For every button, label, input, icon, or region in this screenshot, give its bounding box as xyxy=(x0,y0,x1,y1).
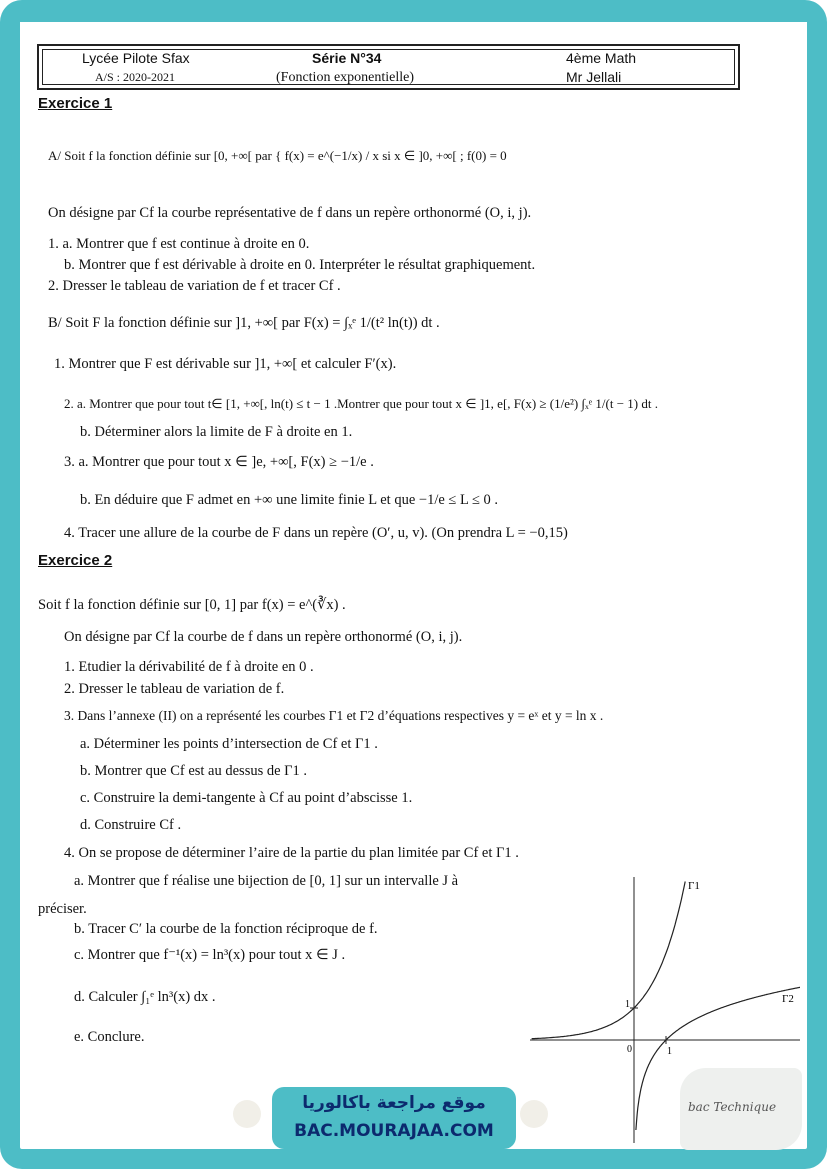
label-x-tick: 1 xyxy=(667,1046,672,1057)
header-school: Lycée Pilote Sfax xyxy=(82,50,190,66)
ex2-line-3: 1. Etudier la dérivabilité de f à droite en 0 . xyxy=(64,659,314,675)
header-teacher: Mr Jellali xyxy=(566,69,622,85)
ex1-line-5: 2. Dresser le tableau de variation de f et tracer Cf . xyxy=(48,278,341,294)
ex2-line-5: 3. Dans l’annexe (II) on a représenté les courbes Γ1 et Γ2 d’équations respectives y = eˣ et y = ln x . xyxy=(64,708,604,723)
ex2-line-6: a. Déterminer les points d’intersection de Cf et Γ1 . xyxy=(80,736,378,752)
ex2-line-13: b. Tracer C′ la courbe de la fonction réciproque de f. xyxy=(74,921,378,937)
header-series: Série N°34 xyxy=(312,50,382,66)
ex1-line-10: 3. a. Montrer que pour tout x ∈ ]e, +∞[, F(x) ≥ −1/e . xyxy=(64,454,374,470)
bac-technique-text: bac Technique xyxy=(688,1100,777,1114)
ex1-line-12: 4. Tracer une allure de la courbe de F dans un repère (O′, u, v). (On prendra L = −0,15) xyxy=(64,525,568,541)
label-y-tick: 1 xyxy=(625,999,630,1010)
ex2-line-14: c. Montrer que f⁻¹(x) = ln³(x) pour tout x ∈ J . xyxy=(74,947,346,963)
site-arabic-name: موقع مراجعة باكالوريا xyxy=(302,1093,486,1113)
ex2-line-1: Soit f la fonction définie sur [0, 1] par f(x) = e^(∛x) . xyxy=(38,597,346,613)
ex1-line-7: 1. Montrer que F est dérivable sur ]1, +∞[ et calculer F′(x). xyxy=(54,356,397,372)
ex2-line-15: d. Calculer ∫₁ᵉ ln³(x) dx . xyxy=(74,989,216,1005)
ex2-line-12: préciser. xyxy=(38,901,87,917)
label-gamma-1: Γ1 xyxy=(688,880,700,892)
site-url[interactable]: BAC.MOURAJAA.COM xyxy=(294,1121,494,1141)
exercise-2-title: Exercice 2 xyxy=(38,552,113,569)
bac-technique-stamp xyxy=(680,1068,802,1150)
ex2-line-11: a. Montrer que f réalise une bijection de [0, 1] sur un intervalle J à xyxy=(74,873,459,889)
ex2-line-4: 2. Dresser le tableau de variation de f. xyxy=(64,681,285,697)
site-badge[interactable] xyxy=(272,1087,516,1149)
header-subject: (Fonction exponentielle) xyxy=(276,70,415,85)
exercise-1-title: Exercice 1 xyxy=(38,95,113,112)
ex1-line-9: b. Déterminer alors la limite de F à droite en 1. xyxy=(80,424,353,440)
ex2-line-8: c. Construire la demi-tangente à Cf au point d’abscisse 1. xyxy=(80,790,413,806)
header-class: 4ème Math xyxy=(566,50,637,66)
label-origin: 0 xyxy=(627,1044,632,1055)
ex2-line-10: 4. On se propose de déterminer l’aire de la partie du plan limitée par Cf et Γ1 . xyxy=(64,845,519,861)
ex1-line-4: b. Montrer que f est dérivable à droite en 0. Interpréter le résultat graphiquement. xyxy=(64,257,536,273)
curve-gamma-1 xyxy=(532,882,686,1039)
logo-left xyxy=(233,1100,261,1128)
ex1-line-1: A/ Soit f la fonction définie sur [0, +∞[ par { f(x) = e^(−1/x) / x si x ∈ ]0, +∞[ ; f(0) = 0 xyxy=(48,148,507,163)
logo-right xyxy=(520,1100,548,1128)
header-year: A/S : 2020-2021 xyxy=(95,70,176,84)
label-gamma-2: Γ2 xyxy=(782,993,794,1005)
ex1-line-8: 2. a. Montrer que pour tout t∈ [1, +∞[, ln(t) ≤ t − 1 .Montrer que pour tout x ∈ ]1, e[, F(x) ≥ (1/e²) ∫ₓᵉ 1/(t − 1) dt . xyxy=(64,396,658,411)
ex2-line-9: d. Construire Cf . xyxy=(80,817,182,833)
ex1-line-6: B/ Soit F la fonction définie sur ]1, +∞[ par F(x) = ∫ₓᵉ 1/(t² ln(t)) dt . xyxy=(48,315,440,331)
ex1-line-2: On désigne par Cf la courbe représentative de f dans un repère orthonormé (O, i, j). xyxy=(48,205,532,221)
ex2-line-16: e. Conclure. xyxy=(74,1029,145,1045)
ex2-line-2: On désigne par Cf la courbe de f dans un repère orthonormé (O, i, j). xyxy=(64,629,463,645)
ex2-line-7: b. Montrer que Cf est au dessus de Γ1 . xyxy=(80,763,308,779)
ex1-line-11: b. En déduire que F admet en +∞ une limite finie L et que −1/e ≤ L ≤ 0 . xyxy=(80,492,499,508)
ex1-line-3: 1. a. Montrer que f est continue à droite en 0. xyxy=(48,236,310,252)
